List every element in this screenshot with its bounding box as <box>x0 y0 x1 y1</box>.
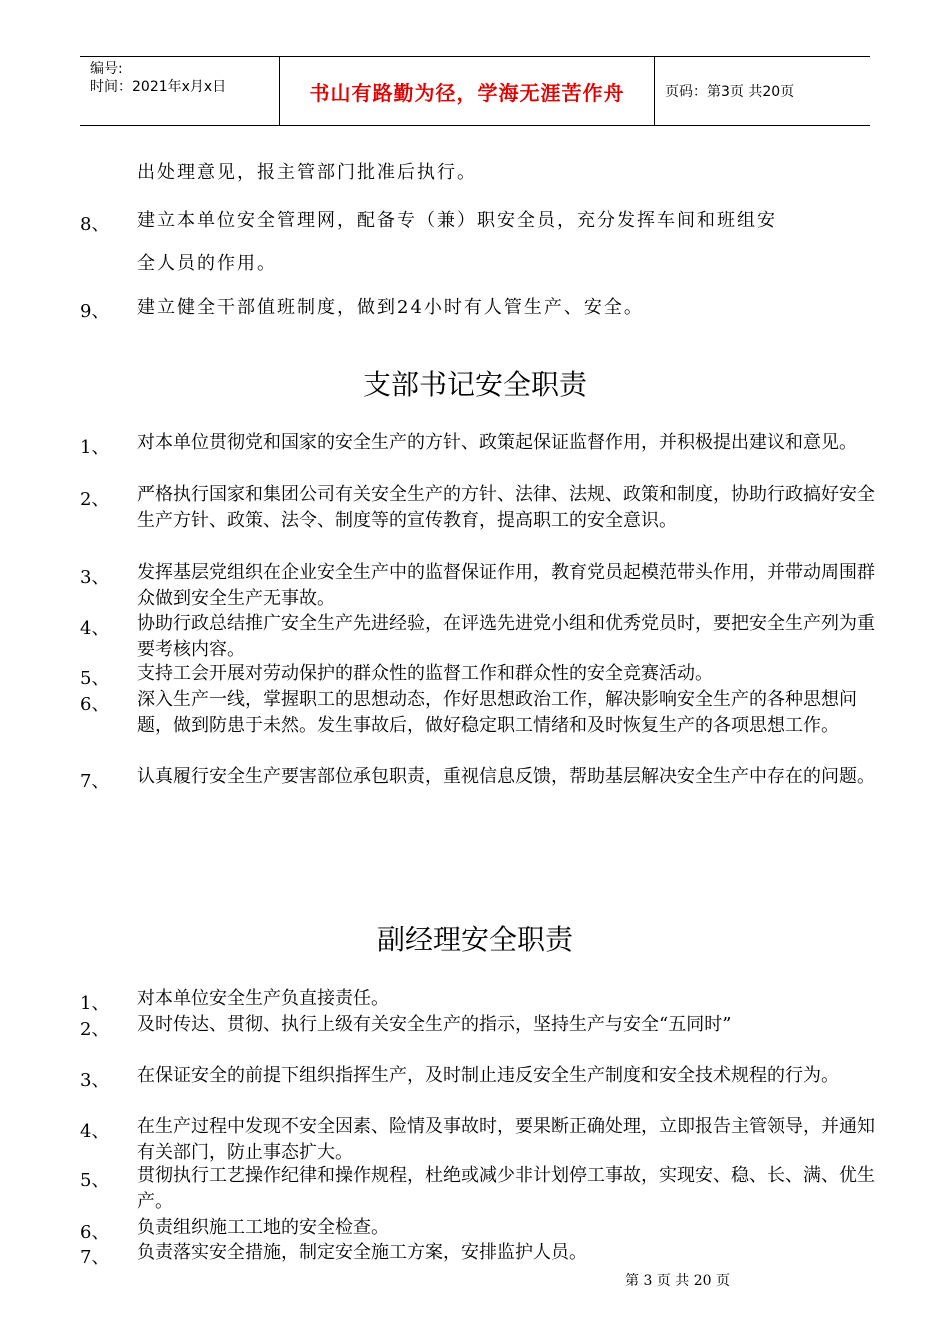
item-number: 3、 <box>80 1070 110 1091</box>
item-text: 严格执行国家和集团公司有关安全生产的方针、法律、法规、政策和制度，协助行政搞好安全生产方针、政策、法令、制度等的宣传教育，提高职工的安全意识。 <box>137 484 875 531</box>
item-number: 7、 <box>80 1247 110 1268</box>
item-text: 建立健全干部值班制度，做到24小时有人管生产、安全。 <box>137 297 644 318</box>
item-number: 1、 <box>80 437 110 458</box>
item-text: 认真履行安全生产要害部位承包职责，重视信息反馈，帮助基层解决安全生产中存在的问题。 <box>137 766 875 787</box>
serial-label: 编号: <box>90 61 123 77</box>
time-label: 时间：2021年x月x日 <box>90 79 227 95</box>
section-title-secretary: 支部书记安全职责 <box>362 368 587 401</box>
item-text: 协助行政总结推广安全生产先进经验，在评选先进党小组和优秀党员时，要把安全生产列为重要考核内容。 <box>137 613 875 660</box>
section-title-deputy-manager: 副经理安全职责 <box>376 923 573 956</box>
item-text: 对本单位安全生产负直接责任。 <box>137 988 389 1009</box>
item-number: 4、 <box>80 1121 110 1142</box>
item-text: 发挥基层党组织在企业安全生产中的监督保证作用，教育党员起模范带头作用，并带动周围群众做到安全生产无事故。 <box>137 562 875 609</box>
item-number: 7、 <box>80 771 110 792</box>
item-text: 及时传达、贯彻、执行上级有关安全生产的指示，坚持生产与安全“五同时” <box>137 1014 732 1035</box>
item-text: 对本单位贯彻党和国家的安全生产的方针、政策起保证监督作用，并积极提出建议和意见。 <box>137 432 857 453</box>
item-number: 1、 <box>80 993 110 1014</box>
page-header <box>80 56 870 126</box>
item-text: 在保证安全的前提下组织指挥生产，及时制止违反安全生产制度和安全技术规程的行为。 <box>137 1065 839 1086</box>
header-motto: 书山有路勤为径，学海无涯苦作舟 <box>280 57 655 125</box>
item-text: 贯彻执行工艺操作纪律和操作规程，杜绝或减少非计划停工事故，实现安、稳、长、满、优生产。 <box>137 1165 875 1212</box>
item-text: 支持工会开展对劳动保护的群众性的监督工作和群众性的安全竞赛活动。 <box>137 663 713 684</box>
continuation-text: 出处理意见，报主管部门批准后执行。 <box>137 162 477 183</box>
item-number: 4、 <box>80 618 110 639</box>
item-text: 负责组织施工工地的安全检查。 <box>137 1217 389 1238</box>
item-text: 负责落实安全措施，制定安全施工方案，安排监护人员。 <box>137 1242 587 1263</box>
item-number: 3、 <box>80 567 110 588</box>
page-footer: 第 3 页 共 20 页 <box>625 1273 730 1289</box>
item-number: 5、 <box>80 668 110 689</box>
item-text: 深入生产一线，掌握职工的思想动态，作好思想政治工作，解决影响安全生产的各种思想问题，做到防患于未然。发生事故后，做好稳定职工情绪和及时恢复生产的各项思想工作。 <box>137 689 857 736</box>
item-number: 5、 <box>80 1170 110 1191</box>
header-page-info: 页码：第3页 共20页 <box>665 84 795 100</box>
item-number: 2、 <box>80 1019 110 1040</box>
header-meta <box>80 57 280 125</box>
item-number: 2、 <box>80 489 110 510</box>
item-text: 建立本单位安全管理网，配备专（兼）职安全员，充分发挥车间和班组安 <box>137 210 777 231</box>
item-number: 9、 <box>80 301 110 322</box>
item-number: 6、 <box>80 1222 110 1243</box>
item-text: 全人员的作用。 <box>137 253 277 274</box>
item-number: 8、 <box>80 214 110 235</box>
item-text: 在生产过程中发现不安全因素、险情及事故时，要果断正确处理，立即报告主管领导，并通知有关部门，防止事态扩大。 <box>137 1116 875 1163</box>
item-number: 6、 <box>80 694 110 715</box>
